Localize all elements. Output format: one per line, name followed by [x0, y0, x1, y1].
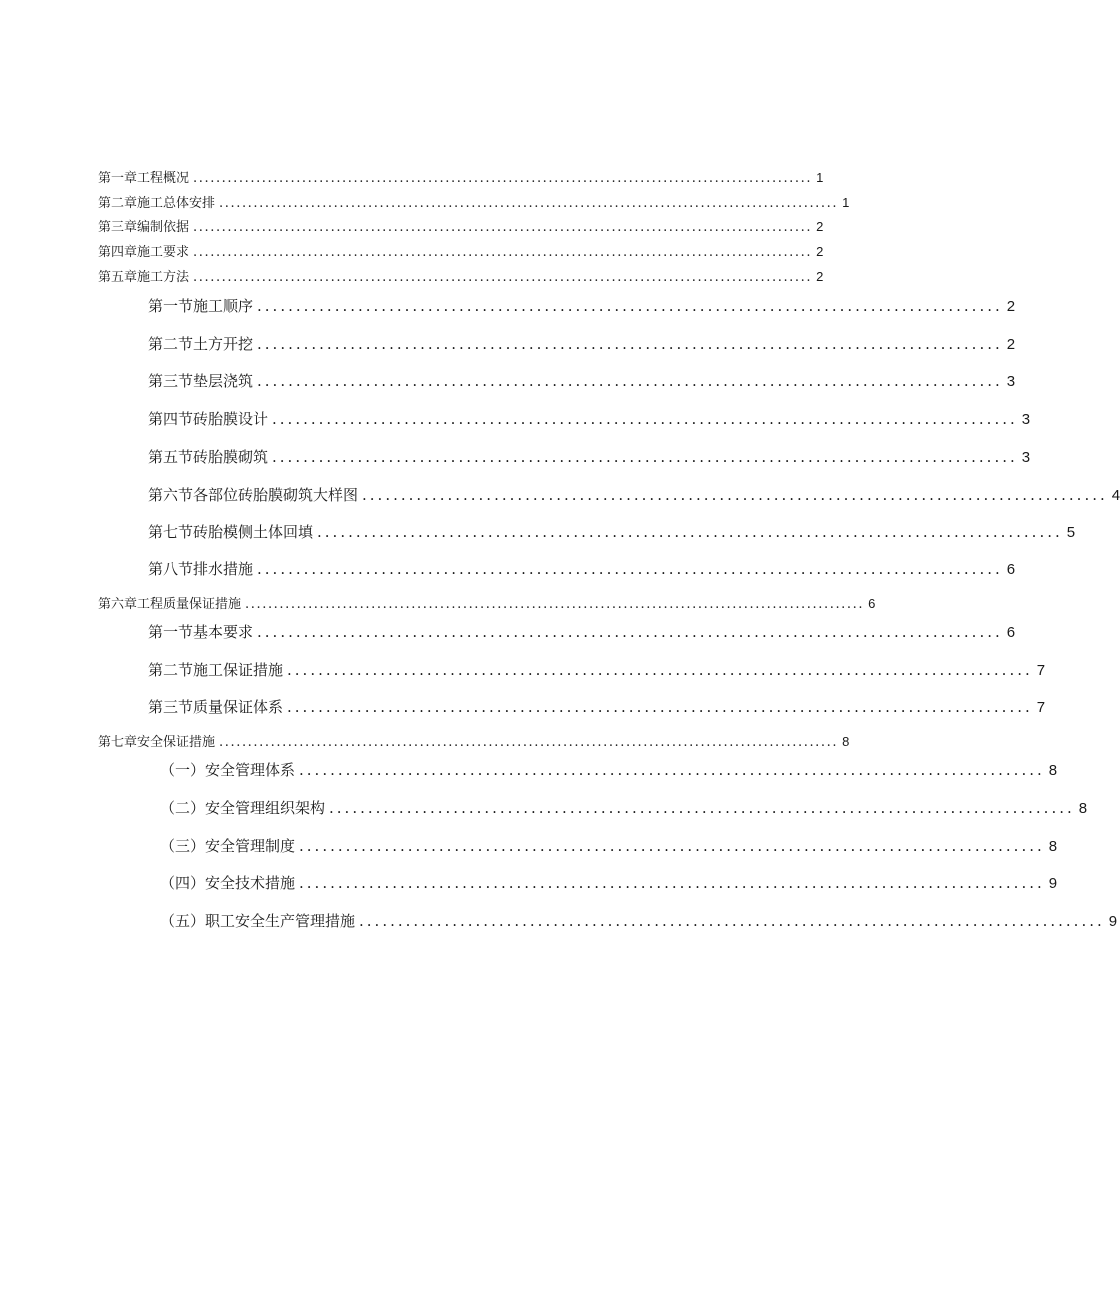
dot-leader: ............................................................................................................ [219, 196, 839, 211]
toc-chapter-2[interactable] [98, 192, 850, 212]
toc-entry-title: 第二节施工保证措施 [148, 661, 284, 679]
toc-entry-title: 第八节排水措施 [148, 560, 254, 578]
toc-entry-title: 第六节各部位砖胎膜砌筑大样图 [148, 486, 359, 504]
toc-page-number: 8 [1048, 762, 1058, 779]
toc-chapter-3[interactable] [98, 216, 824, 236]
toc-entry-title: 第七节砖胎模侧土体回填 [148, 523, 314, 541]
dot-leader: ............................................................................................................ [193, 270, 813, 285]
toc-page-number: 5 [1066, 524, 1076, 541]
toc-entry-title: （五）职工安全生产管理措施 [160, 912, 356, 930]
dot-leader: ................................................................................................ [257, 335, 1003, 353]
toc-section-6-2[interactable] [148, 659, 1046, 683]
toc-entry-title: 第三章编制依据 [98, 220, 190, 235]
toc-entry-title: 第三节质量保证体系 [148, 698, 284, 716]
toc-section-5-1[interactable] [148, 295, 1016, 319]
dot-leader: ................................................................................................ [257, 623, 1003, 641]
toc-item-7-3[interactable] [160, 835, 1058, 859]
toc-page-number: 6 [1006, 561, 1016, 578]
toc-item-7-4[interactable] [160, 872, 1058, 896]
toc-page-number: 1 [816, 170, 824, 185]
toc-page-number: 8 [1048, 838, 1058, 855]
toc-chapter-6[interactable] [98, 593, 876, 613]
toc-page-number: 3 [1021, 449, 1031, 466]
toc-page-number: 3 [1021, 411, 1031, 428]
dot-leader: ................................................................................................ [362, 486, 1108, 504]
dot-leader: ................................................................................................ [287, 661, 1033, 679]
toc-page-number: 2 [1006, 298, 1016, 315]
toc-section-6-3[interactable] [148, 696, 1046, 720]
toc-entry-title: 第一节施工顺序 [148, 297, 254, 315]
dot-leader: ................................................................................................ [287, 698, 1033, 716]
toc-section-6-1[interactable] [148, 621, 1016, 645]
toc-entry-title: 第五节砖胎膜砌筑 [148, 448, 269, 466]
toc-chapter-4[interactable] [98, 241, 824, 261]
toc-entry-title: 第三节垫层浇筑 [148, 372, 254, 390]
toc-chapter-7[interactable] [98, 731, 850, 751]
toc-page-number: 2 [816, 244, 824, 259]
toc-entry-title: 第七章安全保证措施 [98, 735, 216, 750]
toc-entry-title: 第二章施工总体安排 [98, 196, 216, 211]
dot-leader: ................................................................................................ [272, 410, 1018, 428]
toc-page-number: 7 [1036, 662, 1046, 679]
toc-page-number: 8 [1078, 800, 1088, 817]
toc-page-number: 3 [1006, 373, 1016, 390]
toc-entry-title: 第六章工程质量保证措施 [98, 597, 242, 612]
toc-entry-title: （三）安全管理制度 [160, 837, 296, 855]
toc-entry-title: 第一节基本要求 [148, 623, 254, 641]
toc-page-number: 9 [1108, 913, 1118, 930]
toc-entry-title: 第四节砖胎膜设计 [148, 410, 269, 428]
dot-leader: ............................................................................................................ [245, 597, 865, 612]
dot-leader: ................................................................................................ [329, 799, 1075, 817]
toc-section-5-3[interactable] [148, 370, 1016, 394]
toc-section-5-8[interactable] [148, 558, 1016, 582]
dot-leader: ............................................................................................................ [219, 735, 839, 750]
dot-leader: ................................................................................................ [299, 874, 1045, 892]
toc-section-5-7[interactable] [148, 521, 1076, 545]
dot-leader: ............................................................................................................ [193, 171, 813, 186]
toc-chapter-5[interactable] [98, 266, 824, 286]
toc-page-number: 8 [842, 734, 850, 749]
toc-section-5-2[interactable] [148, 333, 1016, 357]
toc-entry-title: 第一章工程概况 [98, 171, 190, 186]
toc-section-5-4[interactable] [148, 408, 1031, 432]
toc-entry-title: 第五章施工方法 [98, 270, 190, 285]
toc-item-7-1[interactable] [160, 759, 1058, 783]
toc-entry-title: （二）安全管理组织架构 [160, 799, 326, 817]
toc-entry-title: 第二节土方开挖 [148, 335, 254, 353]
toc-entry-title: （四）安全技术措施 [160, 874, 296, 892]
dot-leader: ................................................................................................ [299, 761, 1045, 779]
toc-page-number: 7 [1036, 699, 1046, 716]
dot-leader: ................................................................................................ [257, 297, 1003, 315]
toc-section-5-6[interactable] [148, 484, 1120, 508]
toc-entry-title: 第四章施工要求 [98, 245, 190, 260]
toc-page-number: 2 [1006, 336, 1016, 353]
toc-page-number: 2 [816, 269, 824, 284]
toc-page-number: 1 [842, 195, 850, 210]
toc-page-number: 6 [1006, 624, 1016, 641]
toc-page-number: 4 [1111, 487, 1120, 504]
dot-leader: ................................................................................................ [272, 448, 1018, 466]
toc-entry-title: （一）安全管理体系 [160, 761, 296, 779]
dot-leader: ................................................................................................ [317, 523, 1063, 541]
toc-chapter-1[interactable] [98, 167, 824, 187]
dot-leader: ................................................................................................ [257, 560, 1003, 578]
toc-item-7-5[interactable] [160, 910, 1118, 934]
dot-leader: ............................................................................................................ [193, 245, 813, 260]
dot-leader: ................................................................................................ [257, 372, 1003, 390]
dot-leader: ................................................................................................ [299, 837, 1045, 855]
toc-page-number: 2 [816, 219, 824, 234]
toc-page-number: 6 [868, 596, 876, 611]
toc-section-5-5[interactable] [148, 446, 1031, 470]
dot-leader: ................................................................................................ [359, 912, 1105, 930]
toc-item-7-2[interactable] [160, 797, 1088, 821]
toc-page-number: 9 [1048, 875, 1058, 892]
dot-leader: ............................................................................................................ [193, 220, 813, 235]
